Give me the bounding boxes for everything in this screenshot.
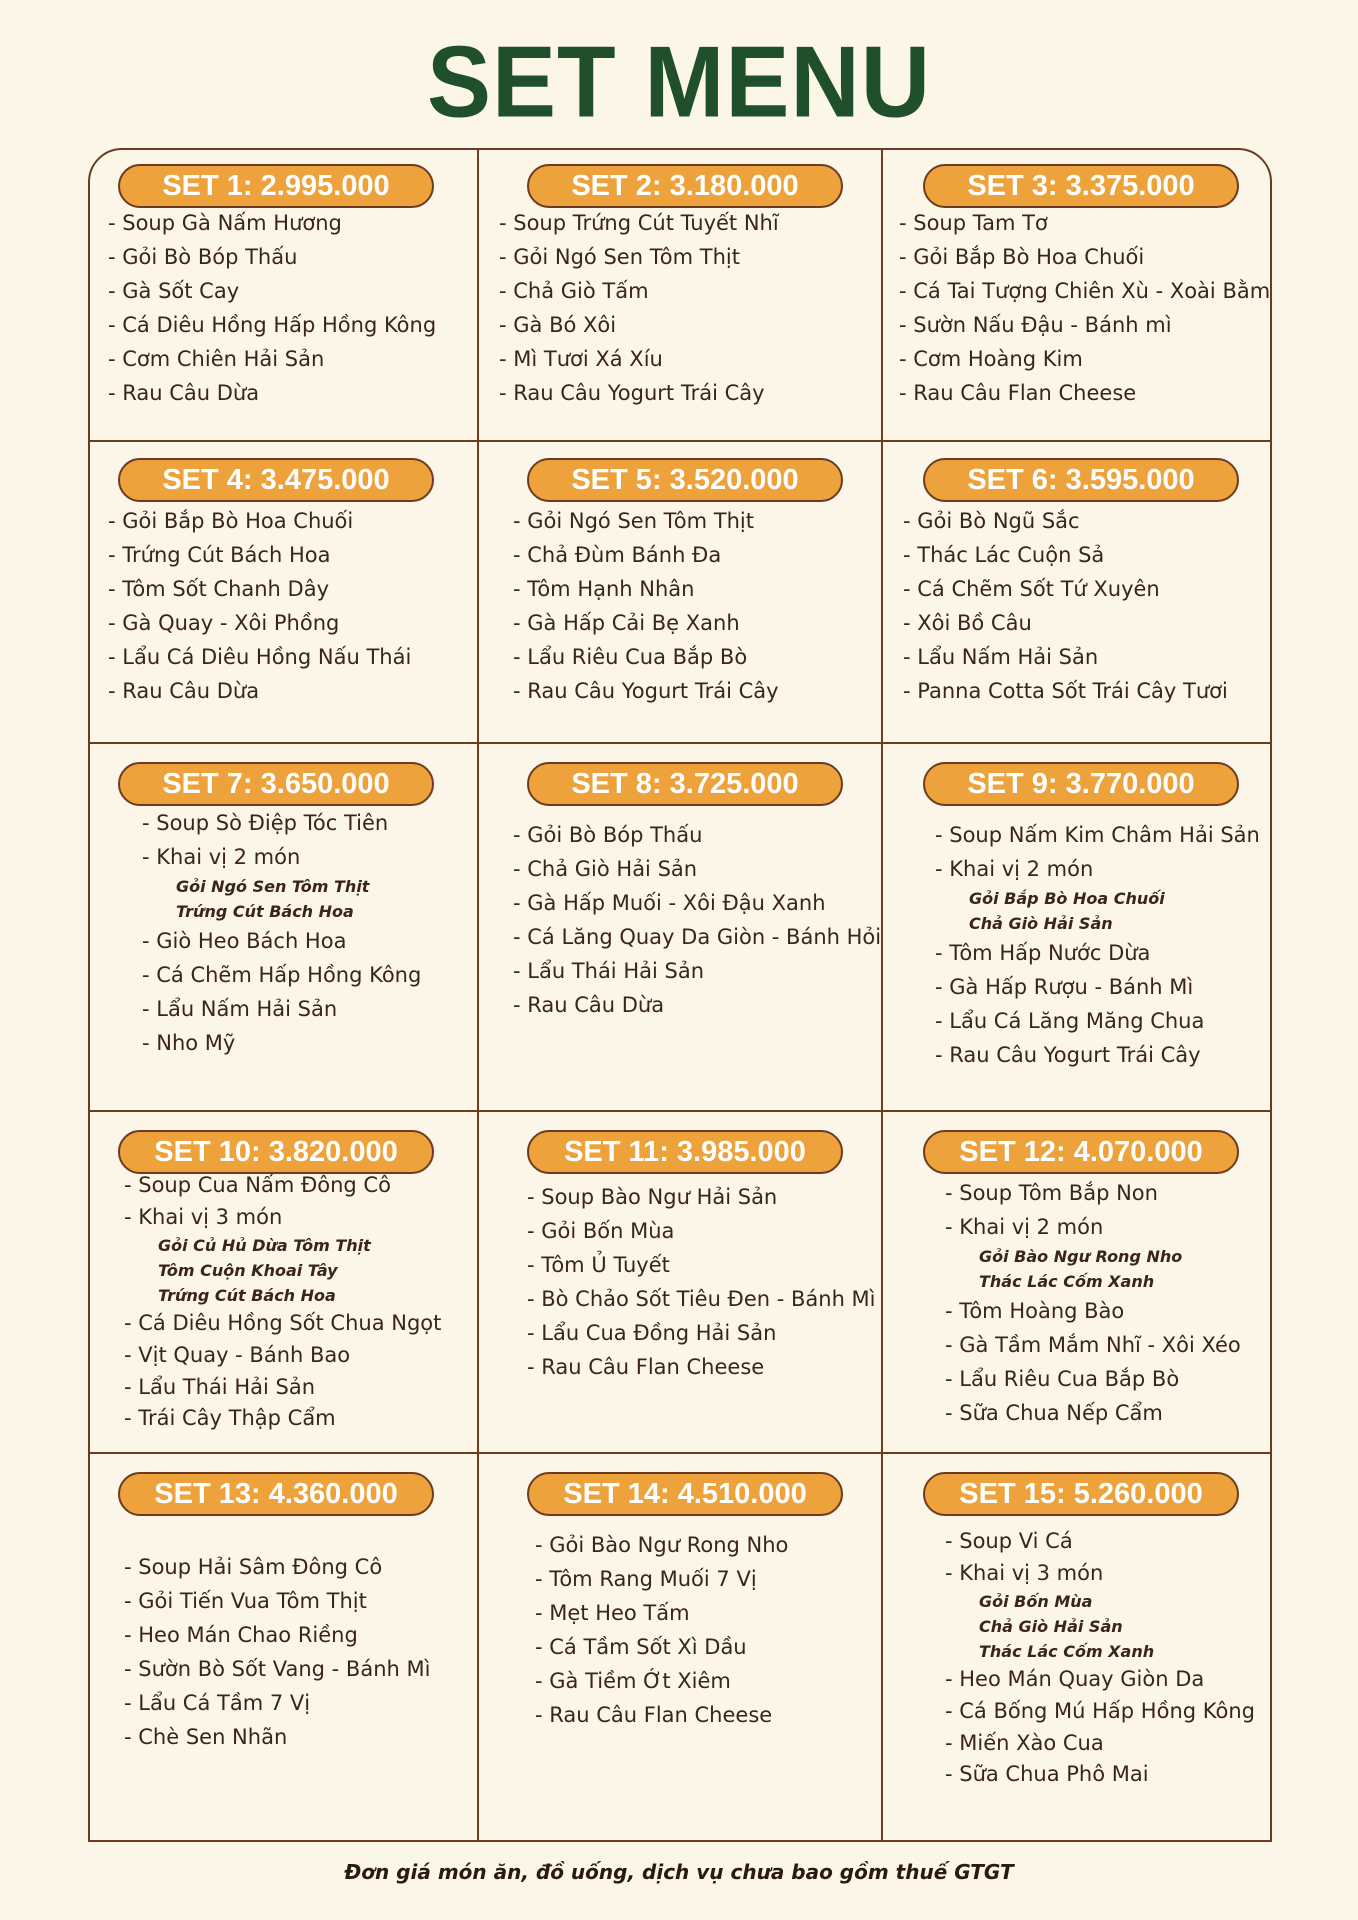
set-card-6 xyxy=(883,442,1272,744)
dish-item: - Lẩu Cua Đồng Hải Sản xyxy=(527,1321,777,1345)
dish-item: - Rau Câu Flan Cheese xyxy=(527,1355,765,1379)
dish-item: - Lẩu Cá Lăng Măng Chua xyxy=(935,1009,1205,1033)
dish-item: - Rau Câu Dừa xyxy=(513,993,665,1017)
dish-item: - Soup Tam Tơ xyxy=(899,211,1048,235)
dish-item: - Lẩu Riêu Cua Bắp Bò xyxy=(513,645,748,669)
dish-item: - Gà Quay - Xôi Phồng xyxy=(108,611,340,635)
appetizer-sub-item: Tôm Cuộn Khoai Tây xyxy=(158,1261,338,1281)
dish-item: - Gỏi Bắp Bò Hoa Chuối xyxy=(108,509,354,533)
dish-item: - Soup Sò Điệp Tóc Tiên xyxy=(142,811,389,835)
appetizer-sub-item: Gỏi Bốn Mùa xyxy=(979,1592,1093,1612)
set-dish-list xyxy=(108,206,436,410)
dish-item: - Gỏi Tiến Vua Tôm Thịt xyxy=(124,1589,367,1613)
dish-item: - Rau Câu Dừa xyxy=(108,381,260,405)
dish-item: - Cá Tầm Sốt Xì Dầu xyxy=(535,1635,747,1659)
dish-item: - Cá Bống Mú Hấp Hồng Kông xyxy=(945,1699,1255,1724)
set-card-5 xyxy=(479,442,881,744)
set-dish-list xyxy=(899,206,1270,410)
dish-item: - Tôm Ủ Tuyết xyxy=(527,1253,670,1277)
dish-item: - Mì Tươi Xá Xíu xyxy=(499,347,663,371)
dish-item: - Tôm Hoàng Bào xyxy=(945,1299,1125,1323)
appetizer-sub-item: Chả Giò Hải Sản xyxy=(969,914,1113,933)
set-card-3 xyxy=(883,150,1272,442)
set-price-badge: SET 14: 4.510.000 xyxy=(527,1472,843,1516)
dish-item: - Tôm Sốt Chanh Dây xyxy=(108,577,330,601)
dish-item: - Xôi Bồ Câu xyxy=(903,611,1032,635)
set-dish-list xyxy=(535,1528,788,1732)
dish-item: - Lẩu Thái Hải Sản xyxy=(124,1374,315,1399)
dish-item: - Lẩu Nấm Hải Sản xyxy=(903,645,1099,669)
dish-item: - Cá Lăng Quay Da Giòn - Bánh Hỏi xyxy=(513,925,882,949)
set-dish-list xyxy=(903,504,1228,708)
dish-item: - Rau Câu Flan Cheese xyxy=(899,381,1137,405)
dish-item: - Tôm Hấp Nước Dừa xyxy=(935,941,1151,965)
set-card-4 xyxy=(90,442,477,744)
dish-item: - Cá Chẽm Sốt Tứ Xuyên xyxy=(903,577,1160,601)
set-card-10 xyxy=(90,1112,477,1454)
dish-item: - Soup Nấm Kim Châm Hải Sản xyxy=(935,823,1260,847)
dish-item: - Sữa Chua Nếp Cẩm xyxy=(945,1401,1163,1425)
dish-item: - Chả Giò Hải Sản xyxy=(513,857,698,881)
dish-item: - Gà Tầm Mắm Nhĩ - Xôi Xéo xyxy=(945,1333,1241,1357)
dish-item: - Tôm Hạnh Nhân xyxy=(513,577,695,601)
set-dish-list xyxy=(945,1526,1255,1791)
dish-item: - Rau Câu Dừa xyxy=(108,679,260,703)
set-card-12 xyxy=(883,1112,1272,1454)
set-card-2 xyxy=(479,150,881,442)
dish-item: - Khai vị 2 món xyxy=(945,1215,1104,1239)
set-dish-list xyxy=(935,818,1260,1072)
dish-item: - Gỏi Ngó Sen Tôm Thịt xyxy=(513,509,754,533)
dish-item: - Panna Cotta Sốt Trái Cây Tươi xyxy=(903,679,1228,703)
set-card-7 xyxy=(90,744,477,1112)
dish-item: - Gỏi Bò Ngũ Sắc xyxy=(903,509,1080,533)
page-title: SET MENU xyxy=(426,26,932,139)
dish-item: - Cá Tai Tượng Chiên Xù - Xoài Bằm xyxy=(899,279,1271,303)
set-price-badge: SET 13: 4.360.000 xyxy=(118,1472,434,1516)
dish-item: - Heo Mán Chao Riềng xyxy=(124,1623,358,1647)
dish-item: - Giò Heo Bách Hoa xyxy=(142,929,347,953)
set-dish-list xyxy=(513,818,881,1022)
dish-item: - Lẩu Riêu Cua Bắp Bò xyxy=(945,1367,1180,1391)
set-card-9 xyxy=(883,744,1272,1112)
dish-item: - Rau Câu Flan Cheese xyxy=(535,1703,773,1727)
set-dish-list xyxy=(124,1170,441,1435)
appetizer-sub-item: Gỏi Ngó Sen Tôm Thịt xyxy=(176,877,370,896)
dish-item: - Khai vị 2 món xyxy=(935,857,1094,881)
set-price-badge: SET 9: 3.770.000 xyxy=(923,762,1239,806)
set-price-badge: SET 2: 3.180.000 xyxy=(527,164,843,208)
dish-item: - Khai vị 3 món xyxy=(945,1560,1104,1585)
dish-item: - Miến Xào Cua xyxy=(945,1730,1104,1755)
dish-item: - Trứng Cút Bách Hoa xyxy=(108,543,331,567)
dish-item: - Sườn Bò Sốt Vang - Bánh Mì xyxy=(124,1657,431,1681)
dish-item: - Cá Diêu Hồng Sốt Chua Ngọt xyxy=(124,1311,442,1336)
dish-item: - Rau Câu Yogurt Trái Cây xyxy=(513,679,779,703)
appetizer-sub-item: Trứng Cút Bách Hoa xyxy=(176,902,354,921)
dish-item: - Chả Đùm Bánh Đa xyxy=(513,543,722,567)
set-price-badge: SET 1: 2.995.000 xyxy=(118,164,434,208)
dish-item: - Gỏi Bốn Mùa xyxy=(527,1219,675,1243)
dish-item: - Lẩu Thái Hải Sản xyxy=(513,959,704,983)
dish-item: - Gà Tiềm Ớt Xiêm xyxy=(535,1669,731,1693)
dish-item: - Bò Chảo Sốt Tiêu Đen - Bánh Mì xyxy=(527,1287,876,1311)
appetizer-sub-item: Gỏi Bào Ngư Rong Nho xyxy=(979,1247,1183,1266)
dish-item: - Vịt Quay - Bánh Bao xyxy=(124,1343,351,1368)
set-card-13 xyxy=(90,1454,477,1842)
dish-item: - Tôm Rang Muối 7 Vị xyxy=(535,1567,757,1591)
dish-item: - Thác Lác Cuộn Sả xyxy=(903,543,1105,567)
dish-item: - Chè Sen Nhãn xyxy=(124,1725,288,1749)
set-card-15 xyxy=(883,1454,1272,1842)
set-card-14 xyxy=(479,1454,881,1842)
set-card-11 xyxy=(479,1112,881,1454)
set-card-8 xyxy=(479,744,881,1112)
set-price-badge: SET 6: 3.595.000 xyxy=(923,458,1239,502)
dish-item: - Lẩu Cá Diêu Hồng Nấu Thái xyxy=(108,645,412,669)
set-card-1 xyxy=(90,150,477,442)
dish-item: - Soup Hải Sâm Đông Cô xyxy=(124,1555,383,1579)
dish-item: - Cơm Hoàng Kim xyxy=(899,347,1083,371)
dish-item: - Mẹt Heo Tấm xyxy=(535,1601,690,1625)
set-price-badge: SET 7: 3.650.000 xyxy=(118,762,434,806)
set-dish-list xyxy=(108,504,411,708)
dish-item: - Gà Hấp Cải Bẹ Xanh xyxy=(513,611,740,635)
tax-note: Đơn giá món ăn, đồ uống, dịch vụ chưa bao gồm thuế GTGT xyxy=(344,1860,1014,1884)
set-menu-grid xyxy=(88,148,1272,1842)
dish-item: - Sườn Nấu Đậu - Bánh mì xyxy=(899,313,1172,337)
appetizer-sub-item: Chả Giò Hải Sản xyxy=(979,1617,1123,1637)
dish-item: - Soup Bào Ngư Hải Sản xyxy=(527,1185,778,1209)
dish-item: - Cá Chẽm Hấp Hồng Kông xyxy=(142,963,422,987)
set-price-badge: SET 8: 3.725.000 xyxy=(527,762,843,806)
dish-item: - Chả Giò Tấm xyxy=(499,279,649,303)
dish-item: - Gà Sốt Cay xyxy=(108,279,240,303)
dish-item: - Gà Bó Xôi xyxy=(499,313,617,337)
set-price-badge: SET 12: 4.070.000 xyxy=(923,1130,1239,1174)
dish-item: - Gỏi Ngó Sen Tôm Thịt xyxy=(499,245,740,269)
dish-item: - Khai vị 2 món xyxy=(142,845,301,869)
set-dish-list xyxy=(527,1180,876,1384)
appetizer-sub-item: Trứng Cút Bách Hoa xyxy=(158,1286,336,1306)
dish-item: - Soup Gà Nấm Hương xyxy=(108,211,342,235)
set-price-badge: SET 10: 3.820.000 xyxy=(118,1130,434,1174)
set-price-badge: SET 4: 3.475.000 xyxy=(118,458,434,502)
appetizer-sub-item: Thác Lác Cốm Xanh xyxy=(979,1272,1155,1291)
dish-item: - Rau Câu Yogurt Trái Cây xyxy=(935,1043,1201,1067)
set-dish-list xyxy=(142,806,421,1060)
dish-item: - Khai vị 3 món xyxy=(124,1204,283,1229)
dish-item: - Rau Câu Yogurt Trái Cây xyxy=(499,381,765,405)
dish-item: - Gỏi Bắp Bò Hoa Chuối xyxy=(899,245,1145,269)
dish-item: - Soup Cua Nấm Đông Cô xyxy=(124,1173,391,1197)
dish-item: - Gỏi Bào Ngư Rong Nho xyxy=(535,1533,789,1557)
dish-item: - Lẩu Nấm Hải Sản xyxy=(142,997,338,1021)
appetizer-sub-item: Gỏi Củ Hủ Dừa Tôm Thịt xyxy=(158,1236,371,1256)
set-price-badge: SET 11: 3.985.000 xyxy=(527,1130,843,1174)
dish-item: - Soup Trứng Cút Tuyết Nhĩ xyxy=(499,211,779,235)
set-dish-list xyxy=(499,206,779,410)
dish-item: - Lẩu Cá Tầm 7 Vị xyxy=(124,1691,311,1715)
dish-item: - Trái Cây Thập Cẩm xyxy=(124,1406,336,1431)
dish-item: - Gà Hấp Rượu - Bánh Mì xyxy=(935,975,1194,999)
dish-item: - Heo Mán Quay Giòn Da xyxy=(945,1667,1205,1692)
set-price-badge: SET 3: 3.375.000 xyxy=(923,164,1239,208)
dish-item: - Sữa Chua Phô Mai xyxy=(945,1762,1149,1787)
set-dish-list xyxy=(124,1550,430,1754)
dish-item: - Gỏi Bò Bóp Thấu xyxy=(513,823,703,847)
set-price-badge: SET 5: 3.520.000 xyxy=(527,458,843,502)
dish-item: - Cá Diêu Hồng Hấp Hồng Kông xyxy=(108,313,437,337)
dish-item: - Gỏi Bò Bóp Thấu xyxy=(108,245,298,269)
set-price-badge: SET 15: 5.260.000 xyxy=(923,1472,1239,1516)
set-dish-list xyxy=(945,1176,1241,1430)
dish-item: - Soup Vi Cá xyxy=(945,1529,1073,1553)
dish-item: - Nho Mỹ xyxy=(142,1031,236,1055)
dish-item: - Soup Tôm Bắp Non xyxy=(945,1181,1158,1205)
dish-item: - Gà Hấp Muối - Xôi Đậu Xanh xyxy=(513,891,826,915)
appetizer-sub-item: Gỏi Bắp Bò Hoa Chuối xyxy=(969,889,1165,908)
appetizer-sub-item: Thác Lác Cốm Xanh xyxy=(979,1642,1155,1662)
set-dish-list xyxy=(513,504,779,708)
dish-item: - Cơm Chiên Hải Sản xyxy=(108,347,325,371)
